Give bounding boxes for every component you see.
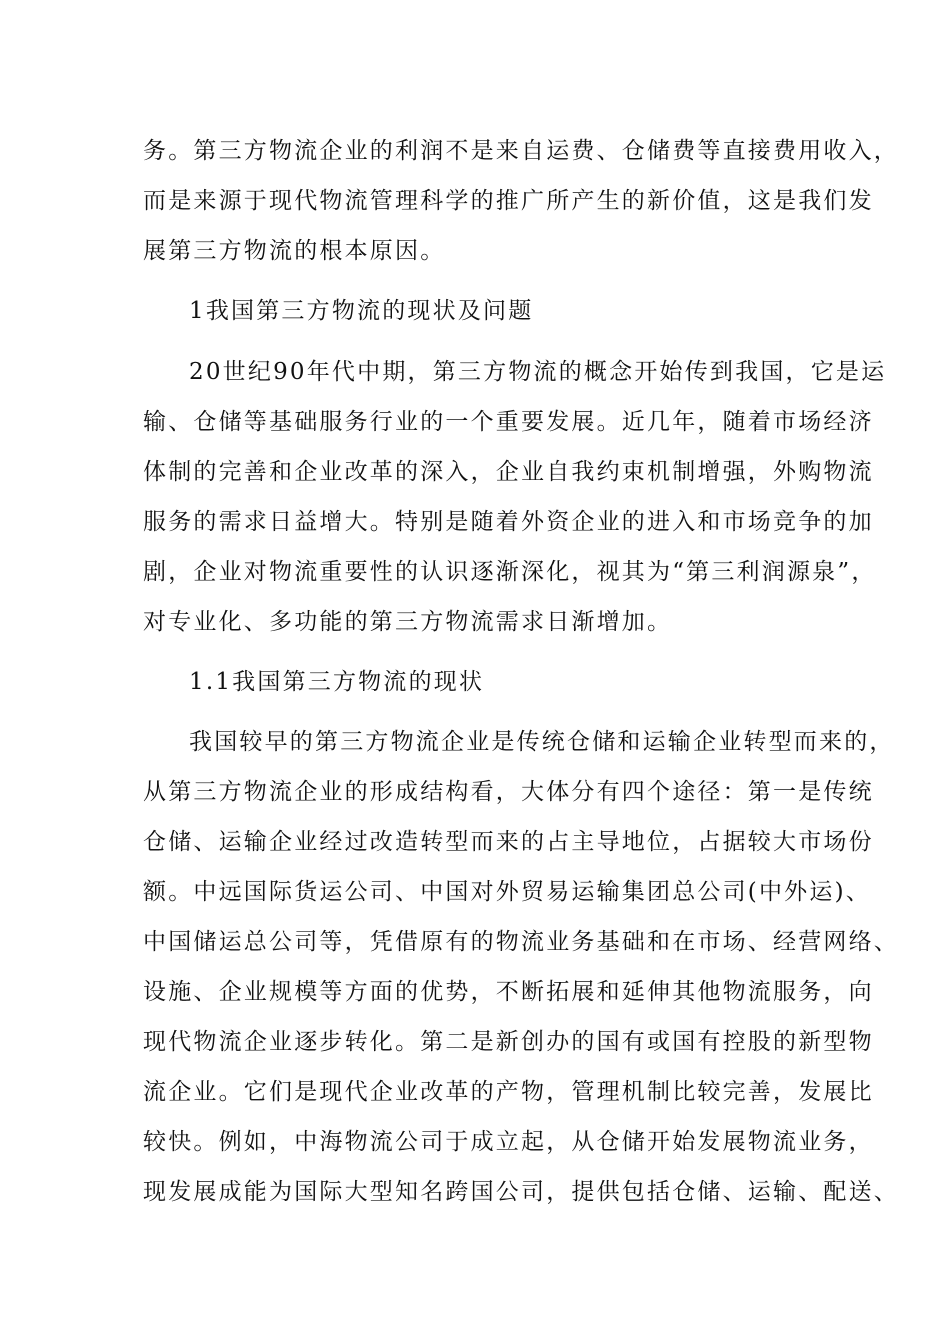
body-text-line: 现代物流企业逐步转化。第二是新创办的国有或国有控股的新型物: [143, 1029, 874, 1055]
body-text-line: 而是来源于现代物流管理科学的推广所产生的新价值，这是我们发: [143, 188, 874, 214]
body-text-line: 服务的需求日益增大。特别是随着外资企业的进入和市场竞争的加: [143, 509, 874, 535]
body-text-line: 展第三方物流的根本原因。: [143, 238, 446, 264]
body-text-line: 剧，企业对物流重要性的认识逐渐深化，视其为“第三利润源泉”，: [143, 559, 877, 585]
body-text-line: 从第三方物流企业的形成结构看，大体分有四个途径：第一是传统: [143, 779, 874, 805]
body-text-line: 设施、企业规模等方面的优势，不断拓展和延伸其他物流服务，向: [143, 979, 874, 1005]
body-text-line: 对专业化、多功能的第三方物流需求日渐增加。: [143, 609, 673, 635]
subsection-heading: 1.1我国第三方物流的现状: [189, 669, 485, 695]
section-heading: 1我国第三方物流的现状及问题: [189, 298, 534, 324]
body-text-line: 务。第三方物流企业的利润不是来自运费、仓储费等直接费用收入，: [143, 138, 899, 164]
body-text-line: 中国储运总公司等，凭借原有的物流业务基础和在市场、经营网络、: [143, 929, 899, 955]
body-text-line: 体制的完善和企业改革的深入，企业自我约束机制增强，外购物流: [143, 459, 874, 485]
body-text-line: 输、仓储等基础服务行业的一个重要发展。近几年，随着市场经济: [143, 409, 874, 435]
body-text-line: 额。中远国际货运公司、中国对外贸易运输集团总公司(中外运)、: [143, 879, 871, 905]
body-text-line: 较快。例如，中海物流公司于成立起，从仓储开始发展物流业务，: [143, 1129, 874, 1155]
body-text-line: 现发展成能为国际大型知名跨国公司，提供包括仓储、运输、配送、: [143, 1179, 899, 1205]
body-text-line: 流企业。它们是现代企业改革的产物，管理机制比较完善，发展比: [143, 1079, 874, 1105]
body-text-line: 仓储、运输企业经过改造转型而来的占主导地位，占据较大市场份: [143, 829, 874, 855]
body-text-line: 我国较早的第三方物流企业是传统仓储和运输企业转型而来的，: [189, 729, 895, 755]
body-text-line: 20世纪90年代中期，第三方物流的概念开始传到我国，它是运: [189, 359, 887, 385]
